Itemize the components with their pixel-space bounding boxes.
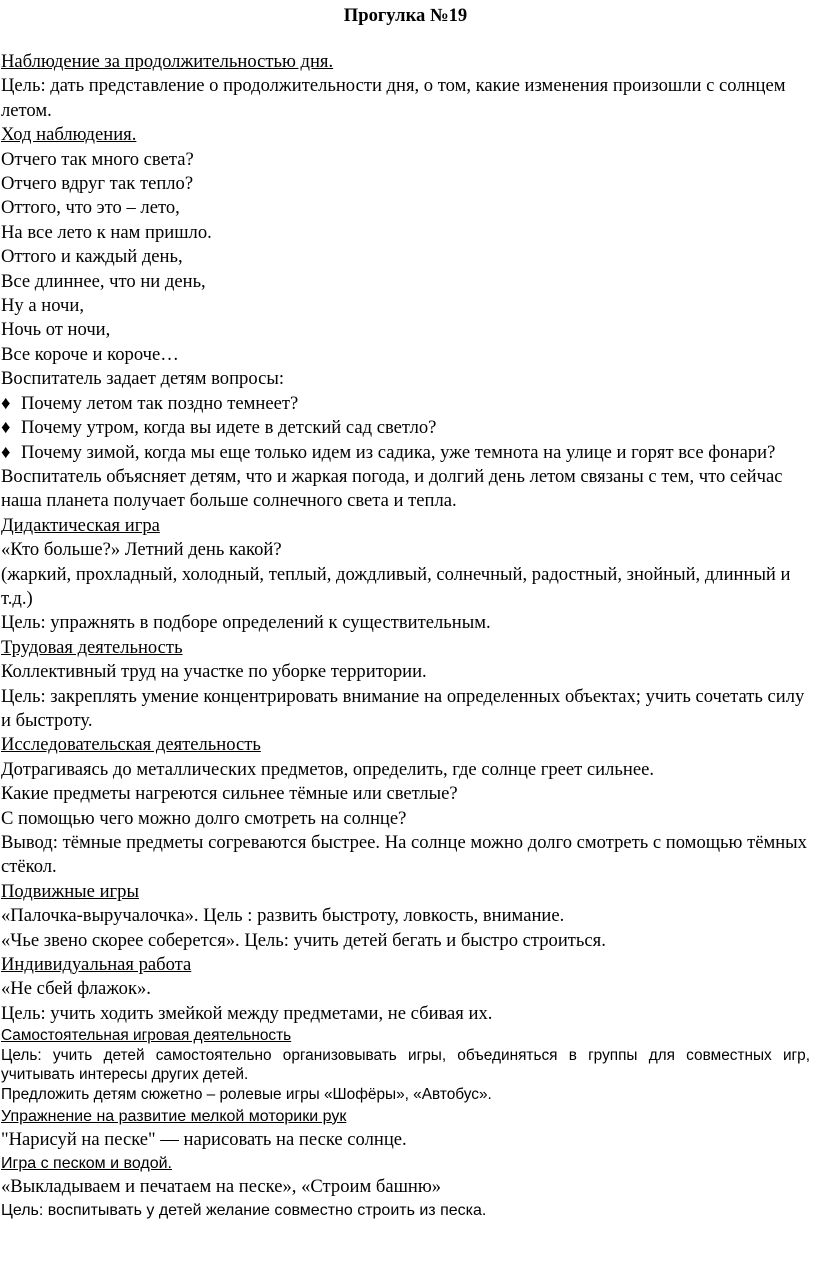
observation-explanation: Воспитатель объясняет детям, что и жаркая погода, и долгий день летом связаны с тем, что сейчас наша планета получает больше солнечного света и тепла.: [1, 465, 783, 512]
independent-heading: Самостоятельная игровая деятельность: [1, 1027, 292, 1045]
motor-heading: Упражнение на развитие мелкой моторики рук: [1, 1107, 347, 1125]
research-line: Какие предметы нагреются сильнее тёмные или светлые?: [1, 783, 458, 805]
research-heading: Исследовательская деятельность: [1, 734, 261, 756]
independent-suggest: Предложить детям сюжетно – ролевые игры «Шофёры», «Автобус».: [1, 1086, 492, 1104]
poem-line: Все короче и короче…: [1, 343, 179, 365]
poem-line: Все длиннее, что ни день,: [1, 270, 206, 292]
outdoor-line: «Палочка-выручалочка». Цель : развить быстроту, ловкость, внимание.: [1, 905, 565, 927]
poem-line: На все лето к нам пришло.: [1, 221, 212, 243]
observation-heading: Наблюдение за продолжительностью дня.: [1, 51, 334, 72]
individual-game: «Не сбей флажок».: [1, 978, 151, 1000]
question-text: Почему летом так поздно темнеет?: [21, 392, 299, 414]
observation-goal: Цель: дать представление о продолжительности дня, о том, какие изменения произошли с солнцем летом.: [1, 75, 786, 121]
poem-line: Отчего вдруг так тепло?: [1, 173, 194, 195]
diamond-bullet-icon: ♦: [1, 392, 11, 414]
sand-games: «Выкладываем и печатаем на песке», «Строим башню»: [1, 1176, 442, 1198]
observation-course-heading: Ход наблюдения.: [1, 124, 137, 146]
poem-line: Ну а ночи,: [1, 295, 84, 317]
question-text: Почему зимой, когда мы еще только идем из садика, уже темнота на улице и горят все фонари?: [21, 441, 776, 463]
diamond-bullet-icon: ♦: [1, 417, 11, 439]
poem-line: Оттого, что это – лето,: [1, 197, 180, 219]
outdoor-line: «Чье звено скорее соберется». Цель: учить детей бегать и быстро строиться.: [1, 929, 606, 951]
independent-goal: Цель: учить детей самостоятельно организовывать игры, объединяться в группы для совместных игр, учитывать интересы других детей.: [1, 1046, 810, 1084]
outdoor-heading: Подвижные игры: [1, 880, 139, 902]
page-title: Прогулка №19: [343, 5, 468, 26]
research-line: С помощью чего можно долго смотреть на солнце?: [1, 807, 407, 829]
individual-heading: Индивидуальная работа: [1, 954, 192, 976]
sand-heading: Игра с песком и водой.: [1, 1155, 172, 1173]
labor-heading: Трудовая деятельность: [1, 636, 183, 658]
diamond-bullet-icon: ♦: [1, 441, 11, 463]
question-item: [1, 392, 810, 416]
question-item: [1, 416, 810, 440]
didactic-game: «Кто больше?» Летний день какой?: [1, 539, 282, 561]
didactic-examples: (жаркий, прохладный, холодный, теплый, дождливый, солнечный, радостный, знойный, длинный и т.д.): [1, 563, 791, 609]
question-text: Почему утром, когда вы идете в детский сад светло?: [21, 417, 437, 439]
poem-line: Оттого и каждый день,: [1, 246, 183, 268]
questions-intro: Воспитатель задает детям вопросы:: [1, 368, 284, 390]
research-conclusion: Вывод: тёмные предметы согреваются быстрее. На солнце можно долго смотреть с помощью тёмных стёкол.: [1, 832, 807, 878]
didactic-heading: Дидактическая игра: [1, 514, 160, 536]
labor-text: Коллективный труд на участке по уборке территории.: [1, 661, 427, 683]
poem-line: Отчего так много света?: [1, 148, 194, 170]
motor-text: "Нарисуй на песке" — нарисовать на песке солнце.: [1, 1128, 407, 1150]
poem-line: Ночь от ночи,: [1, 319, 111, 341]
research-line: Дотрагиваясь до металлических предметов, определить, где солнце греет сильнее.: [1, 758, 654, 780]
didactic-goal: Цель: упражнять в подборе определений к существительным.: [1, 612, 491, 634]
labor-goal: Цель: закреплять умение концентрировать внимание на определенных объектах; учить сочетать силу и быстроту.: [1, 685, 805, 731]
question-item: [1, 441, 810, 465]
sand-goal: Цель: воспитывать у детей желание совместно строить из песка.: [1, 1202, 487, 1220]
individual-goal: Цель: учить ходить змейкой между предметами, не сбивая их.: [1, 1002, 493, 1024]
